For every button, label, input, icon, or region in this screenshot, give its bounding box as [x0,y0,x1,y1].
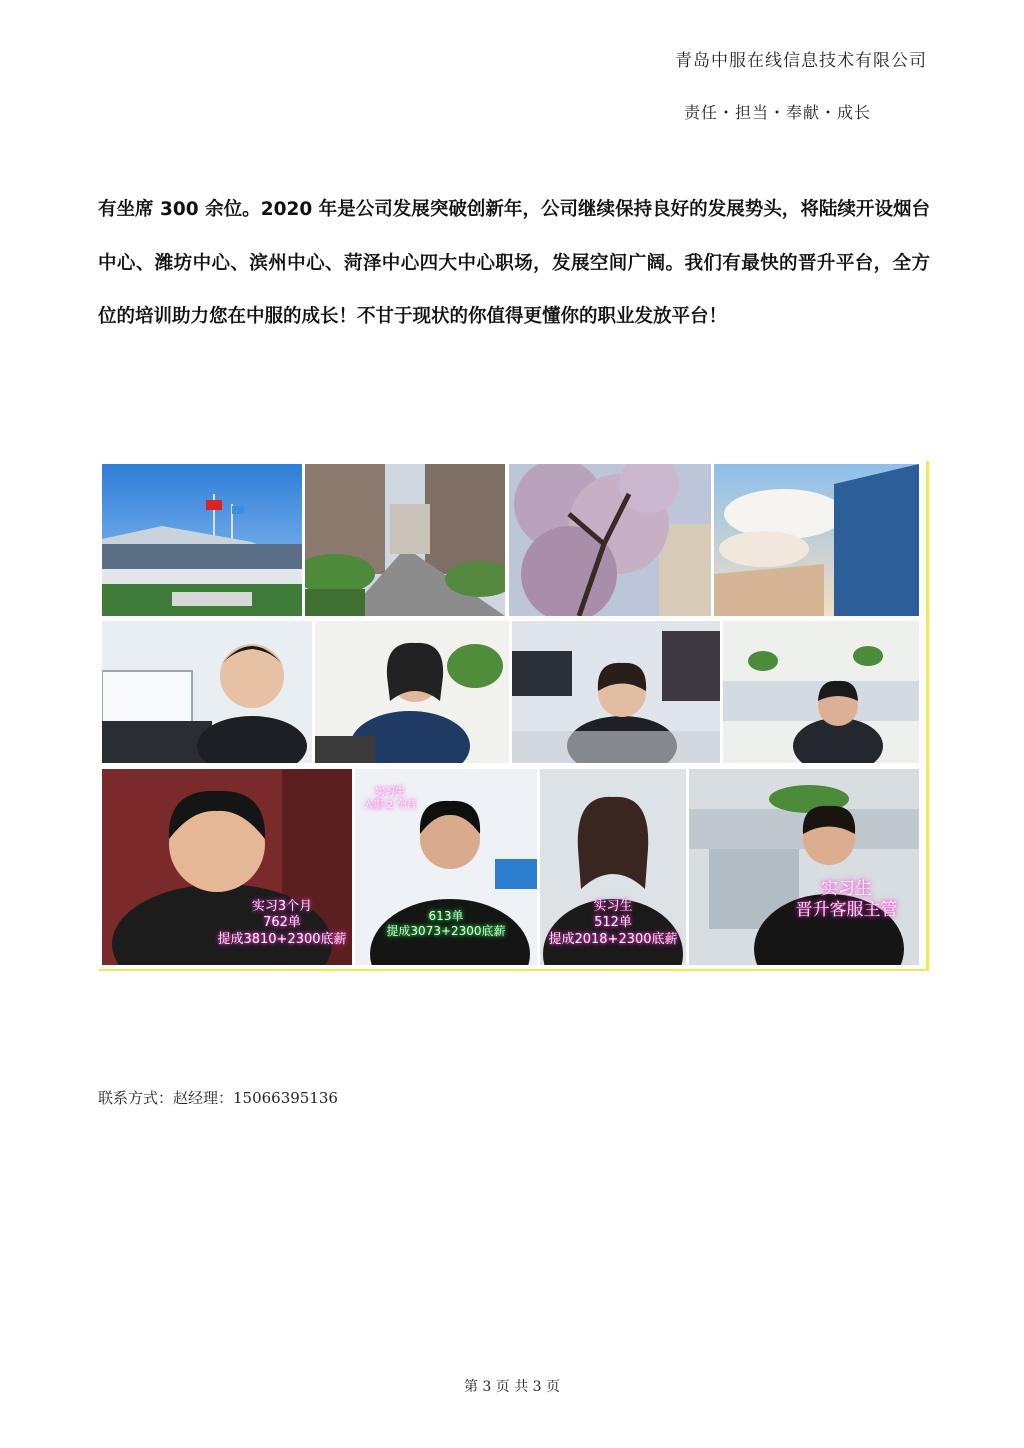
photo-agent-glasses [102,621,312,763]
page-footer: 第 3 页 共 3 页 [463,1379,561,1395]
contact-info: 联系方式：赵经理：15066395136 [98,1089,338,1107]
photo-campus-walkway [305,464,505,616]
caption-intern-2-bottom: 613单 提成3073+2300底薪 [386,909,506,938]
company-motto: 责任・担当・奉献・成长 [684,103,872,122]
caption-intern-1: 实习3个月 762单 提成3810+2300底薪 [217,899,347,947]
photo-agent-headset [315,621,509,763]
photo-intern-2 [355,769,537,965]
photo-glass-building [714,464,919,616]
caption-intern-3: 实习生 512单 提成2018+2300底薪 [548,899,678,947]
photo-blossom-tree [509,464,711,616]
caption-intern-4: 实习生 晋升客服主管 [795,879,898,921]
caption-intern-2-top: 实习生 入职 2 个月 [363,787,417,811]
photo-agent-office [723,621,919,763]
photo-intern-4 [689,769,919,965]
photo-agent-desk [512,621,720,763]
photo-office-building [102,464,302,616]
photo-intern-3 [540,769,686,965]
photo-collage [99,461,929,971]
photo-intern-1 [102,769,352,965]
body-paragraph: 有坐席 300 余位。2020 年是公司发展突破创新年，公司继续保持良好的发展势头，将陆续开设烟台中心、潍坊中心、滨州中心、菏泽中心四大中心职场，发展空间广阔。我们有最快的晋升平台，全方位的培训助力您在中服的成长！不甘于现状的你值得更懂你的职业发放平台！ [98,199,930,327]
company-name: 青岛中服在线信息技术有限公司 [675,51,927,71]
